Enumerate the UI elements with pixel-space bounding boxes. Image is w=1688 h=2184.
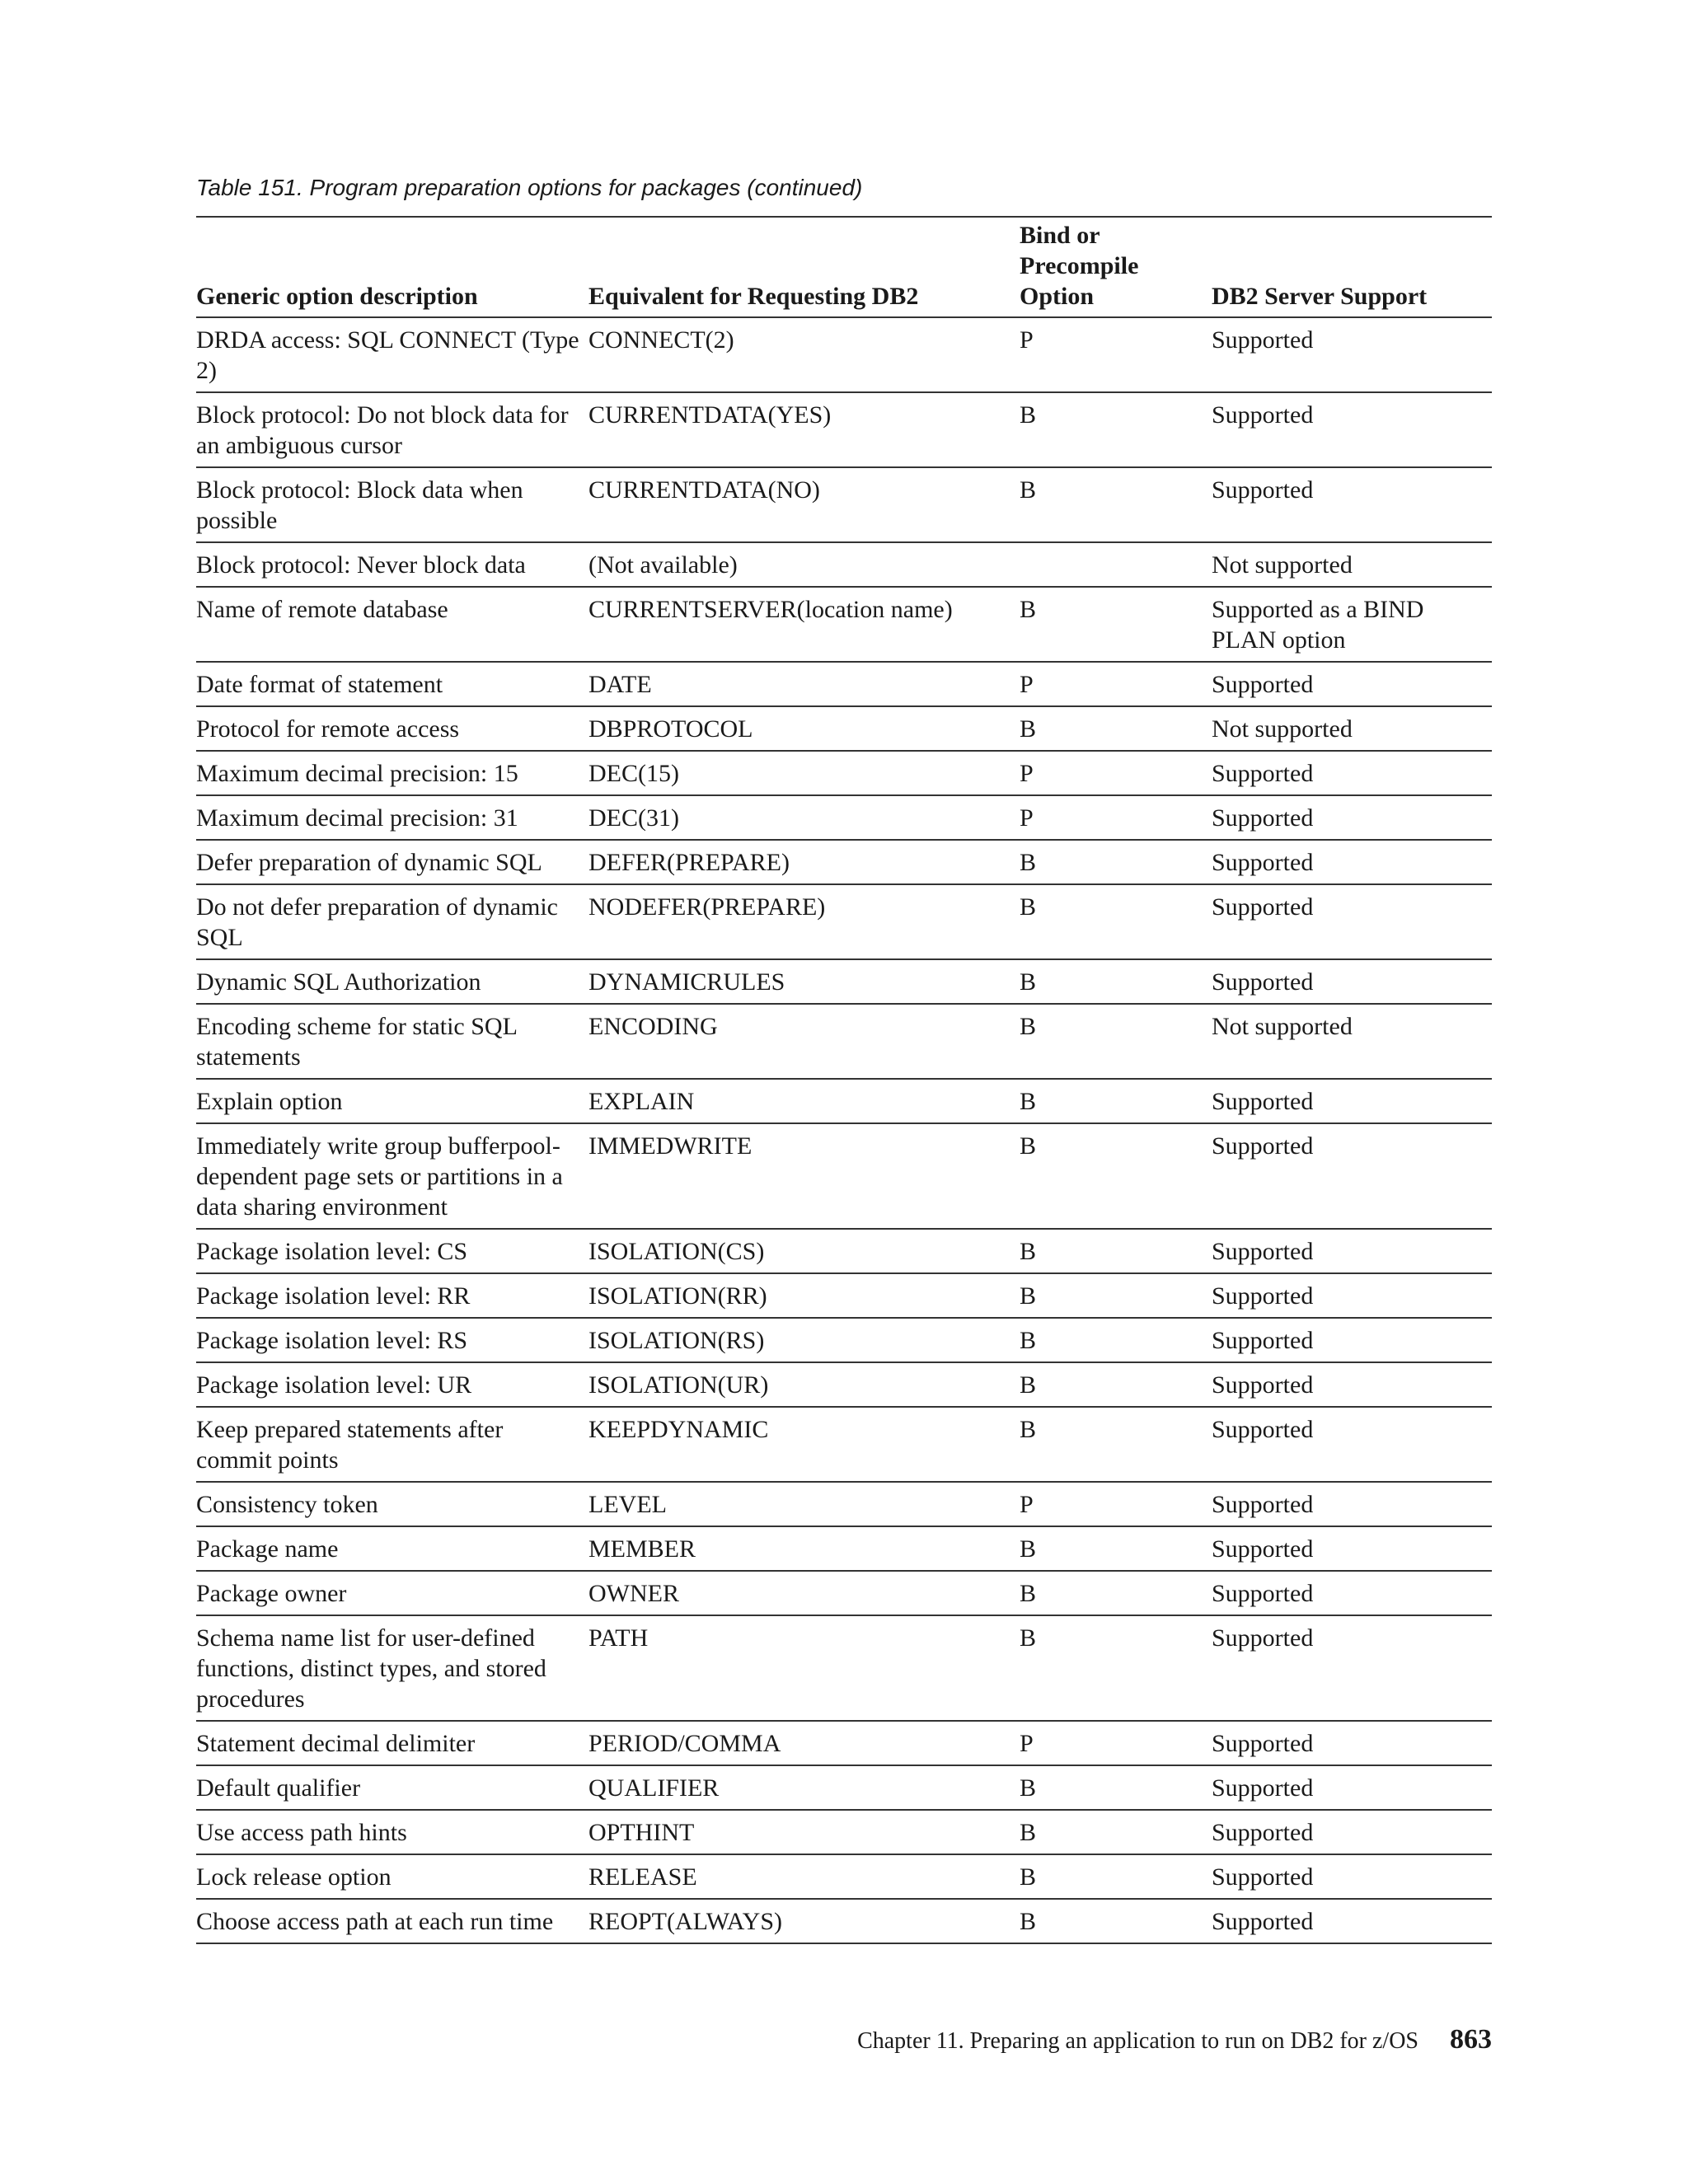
cell-server-support: Supported	[1212, 884, 1492, 959]
cell-equivalent: PATH	[588, 1615, 1020, 1721]
page-number: 863	[1450, 2024, 1492, 2055]
cell-server-support: Not supported	[1212, 706, 1492, 751]
cell-equivalent: DATE	[588, 662, 1020, 706]
cell-equivalent: RELEASE	[588, 1854, 1020, 1899]
cell-option-description: Maximum decimal precision: 31	[196, 795, 588, 840]
cell-option-description: Consistency token	[196, 1482, 588, 1526]
table-row	[196, 587, 1492, 662]
header-bind-line2: Precompile	[1020, 252, 1139, 279]
table-row	[196, 467, 1492, 542]
cell-option-description: Dynamic SQL Authorization	[196, 959, 588, 1004]
table-row	[196, 1899, 1492, 1943]
cell-equivalent: CONNECT(2)	[588, 317, 1020, 392]
cell-server-support: Supported	[1212, 1899, 1492, 1943]
header-bind-option	[1020, 217, 1212, 317]
cell-server-support: Supported	[1212, 1229, 1492, 1273]
table-row	[196, 662, 1492, 706]
cell-server-support: Not supported	[1212, 1004, 1492, 1079]
cell-bind-precompile-option: B	[1020, 959, 1212, 1004]
table-row	[196, 1318, 1492, 1362]
table-row	[196, 1765, 1492, 1810]
cell-bind-precompile-option: P	[1020, 317, 1212, 392]
cell-bind-precompile-option: B	[1020, 1810, 1212, 1854]
cell-option-description: Block protocol: Block data when possible	[196, 467, 588, 542]
cell-server-support: Supported	[1212, 795, 1492, 840]
cell-option-description: Encoding scheme for static SQL statements	[196, 1004, 588, 1079]
cell-server-support: Supported	[1212, 1273, 1492, 1318]
table-caption: Table 151. Program preparation options for packages (continued)	[196, 175, 863, 200]
cell-equivalent: ISOLATION(UR)	[588, 1362, 1020, 1407]
table-body	[196, 317, 1492, 1943]
cell-equivalent: DYNAMICRULES	[588, 959, 1020, 1004]
cell-bind-precompile-option: B	[1020, 1123, 1212, 1229]
table-row	[196, 795, 1492, 840]
table-row	[196, 1526, 1492, 1571]
cell-server-support: Supported	[1212, 1362, 1492, 1407]
cell-bind-precompile-option: P	[1020, 1721, 1212, 1765]
cell-server-support: Supported	[1212, 959, 1492, 1004]
cell-option-description: Defer preparation of dynamic SQL	[196, 840, 588, 884]
cell-bind-precompile-option: B	[1020, 1765, 1212, 1810]
cell-option-description: Name of remote database	[196, 587, 588, 662]
cell-server-support: Supported	[1212, 1765, 1492, 1810]
cell-bind-precompile-option: B	[1020, 1079, 1212, 1123]
table-row	[196, 1571, 1492, 1615]
cell-equivalent: ISOLATION(CS)	[588, 1229, 1020, 1273]
table-row	[196, 706, 1492, 751]
table-row	[196, 392, 1492, 467]
cell-option-description: Maximum decimal precision: 15	[196, 751, 588, 795]
cell-server-support: Supported	[1212, 1854, 1492, 1899]
cell-bind-precompile-option: P	[1020, 662, 1212, 706]
cell-server-support: Supported	[1212, 1721, 1492, 1765]
cell-server-support: Supported	[1212, 1810, 1492, 1854]
cell-server-support: Not supported	[1212, 542, 1492, 587]
cell-server-support: Supported	[1212, 1482, 1492, 1526]
cell-equivalent: DEC(15)	[588, 751, 1020, 795]
cell-equivalent: ISOLATION(RS)	[588, 1318, 1020, 1362]
cell-option-description: Do not defer preparation of dynamic SQL	[196, 884, 588, 959]
cell-equivalent: CURRENTSERVER(location name)	[588, 587, 1020, 662]
cell-server-support: Supported	[1212, 1123, 1492, 1229]
chapter-title: Chapter 11. Preparing an application to run on DB2 for z/OS	[857, 2028, 1418, 2054]
cell-bind-precompile-option: B	[1020, 1273, 1212, 1318]
cell-server-support: Supported	[1212, 1318, 1492, 1362]
cell-bind-precompile-option: B	[1020, 1362, 1212, 1407]
cell-equivalent: LEVEL	[588, 1482, 1020, 1526]
cell-option-description: Package name	[196, 1526, 588, 1571]
cell-equivalent: DEFER(PREPARE)	[588, 840, 1020, 884]
cell-equivalent: MEMBER	[588, 1526, 1020, 1571]
table-row	[196, 1273, 1492, 1318]
cell-option-description: Lock release option	[196, 1854, 588, 1899]
header-bind-line1: Bind or	[1020, 222, 1100, 249]
table-row	[196, 542, 1492, 587]
cell-server-support: Supported	[1212, 1571, 1492, 1615]
cell-bind-precompile-option: B	[1020, 1854, 1212, 1899]
cell-server-support: Supported	[1212, 1079, 1492, 1123]
table-row	[196, 1482, 1492, 1526]
table-row	[196, 1079, 1492, 1123]
cell-bind-precompile-option: B	[1020, 467, 1212, 542]
cell-option-description: Block protocol: Do not block data for an ambiguous cursor	[196, 392, 588, 467]
cell-option-description: Default qualifier	[196, 1765, 588, 1810]
cell-equivalent: ISOLATION(RR)	[588, 1273, 1020, 1318]
table-header-row	[196, 217, 1492, 317]
cell-equivalent: EXPLAIN	[588, 1079, 1020, 1123]
table-row	[196, 884, 1492, 959]
cell-bind-precompile-option: B	[1020, 1318, 1212, 1362]
cell-equivalent: REOPT(ALWAYS)	[588, 1899, 1020, 1943]
cell-bind-precompile-option: P	[1020, 751, 1212, 795]
cell-server-support: Supported	[1212, 1615, 1492, 1721]
cell-bind-precompile-option: B	[1020, 1004, 1212, 1079]
cell-option-description: Package isolation level: UR	[196, 1362, 588, 1407]
cell-option-description: DRDA access: SQL CONNECT (Type 2)	[196, 317, 588, 392]
cell-option-description: Date format of statement	[196, 662, 588, 706]
cell-equivalent: CURRENTDATA(YES)	[588, 392, 1020, 467]
cell-option-description: Protocol for remote access	[196, 706, 588, 751]
cell-server-support: Supported	[1212, 467, 1492, 542]
cell-option-description: Package owner	[196, 1571, 588, 1615]
cell-server-support: Supported	[1212, 392, 1492, 467]
table-row	[196, 1407, 1492, 1482]
cell-bind-precompile-option: B	[1020, 1571, 1212, 1615]
table-row	[196, 317, 1492, 392]
cell-option-description: Use access path hints	[196, 1810, 588, 1854]
cell-equivalent: NODEFER(PREPARE)	[588, 884, 1020, 959]
cell-server-support: Supported	[1212, 1526, 1492, 1571]
options-table	[196, 216, 1492, 1944]
cell-option-description: Immediately write group bufferpool-dependent page sets or partitions in a data sharing environment	[196, 1123, 588, 1229]
cell-option-description: Block protocol: Never block data	[196, 542, 588, 587]
table-row	[196, 959, 1492, 1004]
options-table-container	[196, 216, 1492, 1944]
page-footer	[857, 2024, 1492, 2055]
cell-equivalent: (Not available)	[588, 542, 1020, 587]
cell-bind-precompile-option: B	[1020, 587, 1212, 662]
cell-bind-precompile-option: B	[1020, 706, 1212, 751]
table-row	[196, 1229, 1492, 1273]
cell-server-support: Supported	[1212, 751, 1492, 795]
cell-option-description: Package isolation level: RS	[196, 1318, 588, 1362]
cell-option-description: Explain option	[196, 1079, 588, 1123]
table-row	[196, 840, 1492, 884]
cell-bind-precompile-option: B	[1020, 1899, 1212, 1943]
cell-bind-precompile-option: B	[1020, 1615, 1212, 1721]
cell-equivalent: DEC(31)	[588, 795, 1020, 840]
table-row	[196, 1362, 1492, 1407]
cell-option-description: Choose access path at each run time	[196, 1899, 588, 1943]
cell-bind-precompile-option: B	[1020, 1526, 1212, 1571]
header-support: DB2 Server Support	[1212, 283, 1428, 310]
cell-equivalent: PERIOD/COMMA	[588, 1721, 1020, 1765]
header-bind-line3: Option	[1020, 283, 1095, 310]
table-row	[196, 1810, 1492, 1854]
cell-option-description: Package isolation level: RR	[196, 1273, 588, 1318]
cell-equivalent: ENCODING	[588, 1004, 1020, 1079]
table-row	[196, 1721, 1492, 1765]
cell-bind-precompile-option: B	[1020, 884, 1212, 959]
header-generic: Generic option description	[196, 283, 478, 310]
cell-equivalent: KEEPDYNAMIC	[588, 1407, 1020, 1482]
table-row	[196, 1854, 1492, 1899]
cell-bind-precompile-option: B	[1020, 392, 1212, 467]
cell-option-description: Package isolation level: CS	[196, 1229, 588, 1273]
cell-server-support: Supported	[1212, 662, 1492, 706]
cell-equivalent: IMMEDWRITE	[588, 1123, 1020, 1229]
cell-server-support: Supported as a BIND PLAN option	[1212, 587, 1492, 662]
cell-server-support: Supported	[1212, 840, 1492, 884]
cell-server-support: Supported	[1212, 1407, 1492, 1482]
cell-equivalent: CURRENTDATA(NO)	[588, 467, 1020, 542]
table-row	[196, 751, 1492, 795]
cell-bind-precompile-option: B	[1020, 840, 1212, 884]
table-row	[196, 1123, 1492, 1229]
cell-option-description: Schema name list for user-defined functions, distinct types, and stored procedures	[196, 1615, 588, 1721]
header-equivalent: Equivalent for Requesting DB2	[588, 283, 919, 310]
table-row	[196, 1615, 1492, 1721]
cell-bind-precompile-option: P	[1020, 1482, 1212, 1526]
cell-bind-precompile-option: B	[1020, 1229, 1212, 1273]
cell-bind-precompile-option	[1020, 542, 1212, 587]
table-row	[196, 1004, 1492, 1079]
cell-bind-precompile-option: P	[1020, 795, 1212, 840]
cell-bind-precompile-option: B	[1020, 1407, 1212, 1482]
cell-equivalent: OWNER	[588, 1571, 1020, 1615]
cell-server-support: Supported	[1212, 317, 1492, 392]
cell-equivalent: QUALIFIER	[588, 1765, 1020, 1810]
cell-option-description: Keep prepared statements after commit points	[196, 1407, 588, 1482]
cell-equivalent: DBPROTOCOL	[588, 706, 1020, 751]
cell-option-description: Statement decimal delimiter	[196, 1721, 588, 1765]
cell-equivalent: OPTHINT	[588, 1810, 1020, 1854]
